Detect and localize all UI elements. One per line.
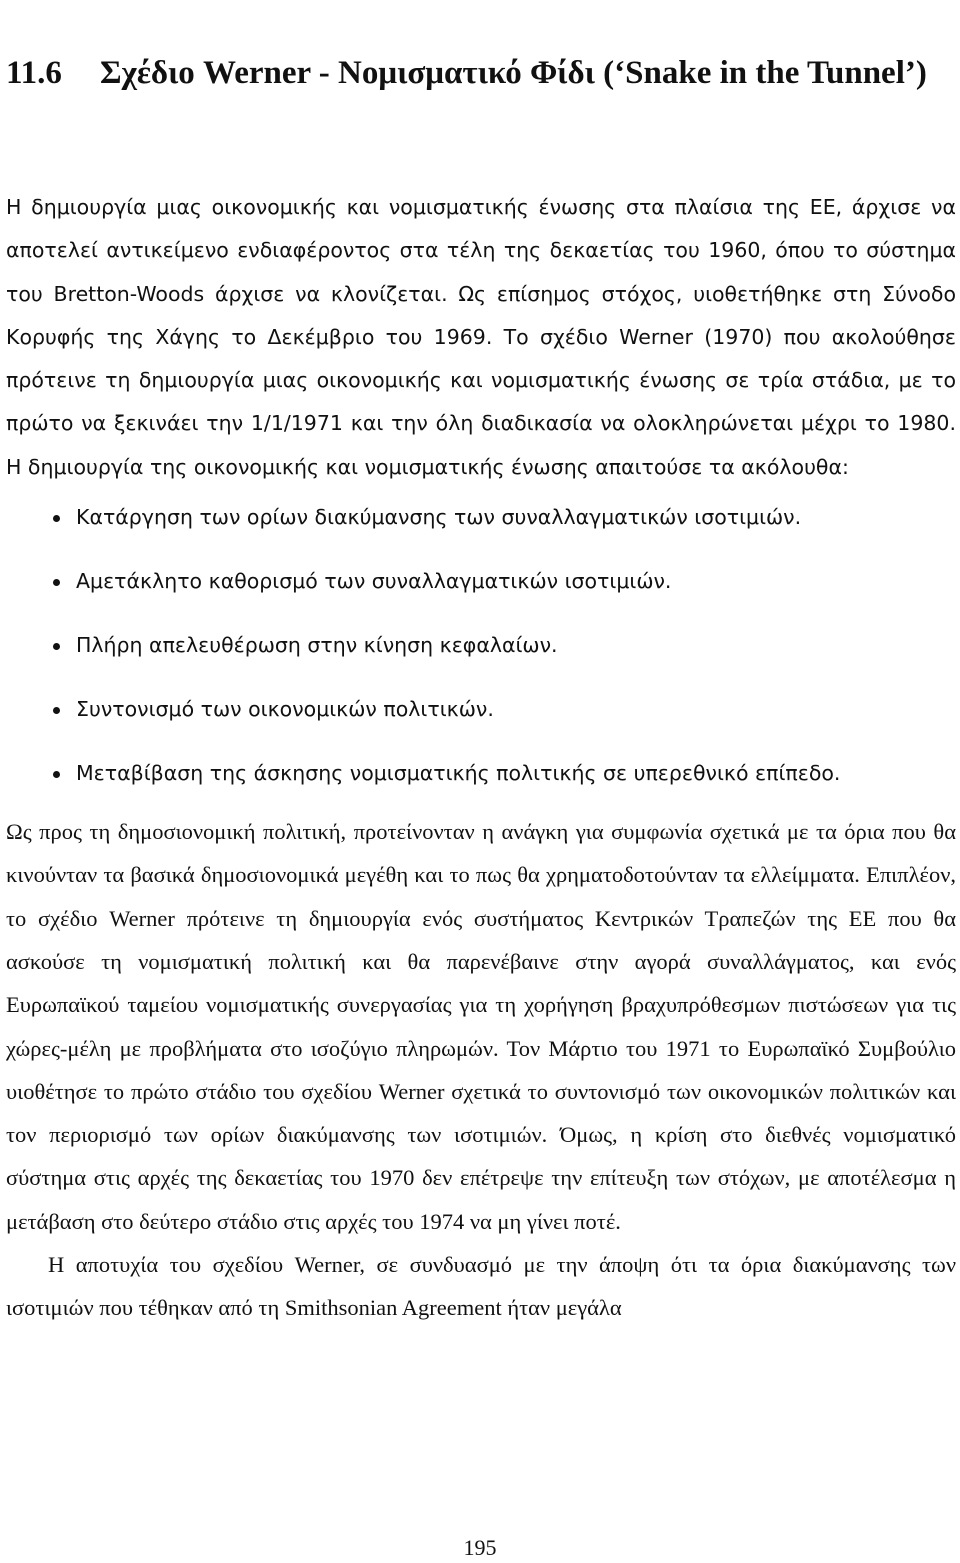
bullet-icon (53, 771, 60, 778)
bullet-icon (53, 579, 60, 586)
section-number: 11.6 (6, 55, 62, 91)
bullet-icon (53, 707, 60, 714)
paragraph-fiscal-policy: Ως προς τη δημοσιονομική πολιτική, προτείνονταν η ανάγκη για συμφωνία σχετικά με τα όρια που θα κινούνταν τα βασικά δημοσιονομικά μεγέθη και το πως θα χρηματοδοτούνταν τα ελλείμματα. Επιπλέον, το σχέδιο Werner πρότεινε τη δημιουργία ενός συστήματος Κεντρικών Τραπεζών της ΕΕ που θα ασκούσε τη νομισματική πολιτική και θα παρενέβαινε στην αγορά συναλλάγματος, και ενός Ευρωπαϊκού ταμείου νομισματικής συνεργασίας για τη χορήγηση βραχυπρόθεσμων πιστώσεων για τις χώρες-μέλη με προβλήματα στο ισοζύγιο πληρωμών. Τον Μάρτιο του 1971 το Ευρωπαϊκό Συμβούλιο υιοθέτησε το πρώτο στάδιο του σχεδίου Werner σχετικά το συντονισμό των οικονομικών πολιτικών και τον περιορισμό των ορίων διακύμανσης των ισοτιμιών. Όμως, η κρίση στο διεθνές νομισματικό σύστημα στις αρχές της δεκαετίας του 1970 δεν επέτρεψε την επίτευξη των στόχων, με αποτέλεσμα η μετάβαση στο δεύτερο στάδιο στις αρχές του 1974 να μη γίνει ποτέ. (6, 819, 956, 1234)
requirements-list (6, 503, 956, 788)
page-number: 195 (463, 1535, 497, 1560)
list-item-text: Πλήρη απελευθέρωση στην κίνηση κεφαλαίων. (76, 633, 558, 658)
list-item-text: Συντονισμό των οικονομικών πολιτικών. (76, 697, 494, 722)
bullet-icon (53, 643, 60, 650)
list-item (6, 759, 956, 788)
paragraph-werner-failure: Η αποτυχία του σχεδίου Werner, σε συνδυασμό με την άποψη ότι τα όρια διακύμανσης των ισοτιμιών που τέθηκαν από τη Smithsonian Agreement ήταν μεγάλα (6, 1252, 956, 1321)
list-item (6, 695, 956, 724)
list-item (6, 567, 956, 596)
paragraph-intro: Η δημιουργία μιας οικονομικής και νομισματικής ένωσης στα πλαίσια της ΕΕ, άρχισε να αποτελεί αντικείμενο ενδιαφέροντος στα τέλη της δεκαετίας του 1960, όπου το σύστημα του Bretton-Woods άρχισε να κλονίζεται. Ως επίσημος στόχος, υιοθετήθηκε στη Σύνοδο Κορυφής της Χάγης το Δεκέμβριο του 1969. Το σχέδιο Werner (1970) που ακολούθησε πρότεινε τη δημιουργία μιας οικονομικής και νομισματικής ένωσης σε τρία στάδια, με το πρώτο να ξεκινάει την 1/1/1971 και την όλη διαδικασία να ολοκληρώνεται μέχρι το 1980. Η δημιουργία της οικονομικής και νομισματικής ένωσης απαιτούσε τα ακόλουθα: (6, 195, 956, 479)
section-body (6, 186, 956, 1330)
bullet-icon (53, 515, 60, 522)
section-heading (6, 44, 956, 102)
list-item-text: Μεταβίβαση της άσκησης νομισματικής πολιτικής σε υπερεθνικό επίπεδο. (76, 761, 841, 786)
list-item-text: Αμετάκλητο καθορισμό των συναλλαγματικών ισοτιμιών. (76, 569, 672, 594)
list-item-text: Κατάργηση των ορίων διακύμανσης των συναλλαγματικών ισοτιμιών. (76, 505, 802, 530)
section-title: Σχέδιο Werner - Νομισματικό Φίδι (‘Snake in the Tunnel’) (100, 55, 927, 91)
list-item (6, 631, 956, 660)
list-item (6, 503, 956, 532)
